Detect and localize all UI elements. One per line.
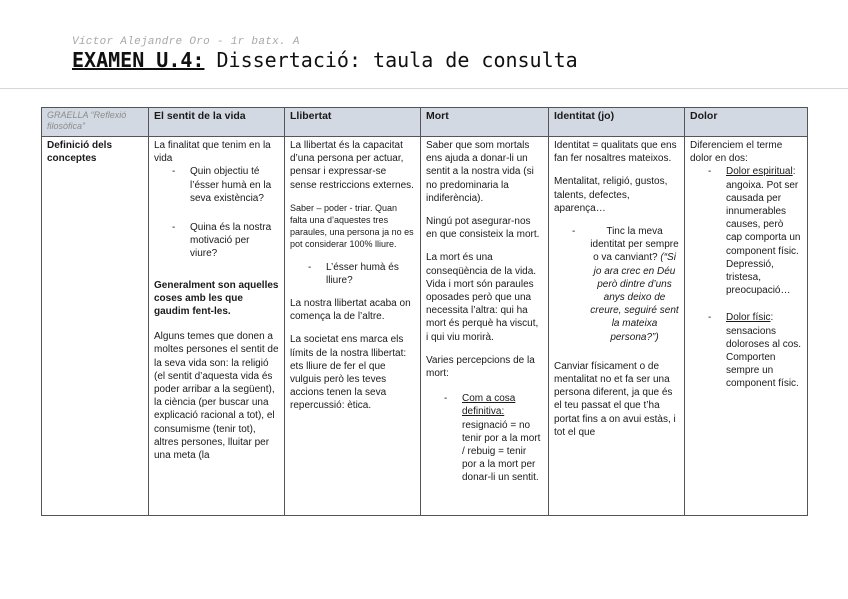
sentit-question: - Quina és la nostra motivació per viure? [190, 221, 279, 261]
dolor-item2-text: : sensacions doloroses al cos. Comporten sempre un component físic. [726, 312, 802, 390]
mort-p4: Varies percepcions de la mort: [426, 354, 535, 380]
identitat-item [590, 225, 679, 344]
llibertat-p4: La societat ens marca els límits de la nostra llibertat: ets lliure de fer el que vulguis però les teves accions tenen la seva repercussió: ètica. [290, 334, 407, 412]
sentit-intro: La finalitat que tenim en la vida [154, 140, 271, 165]
author-line: Víctor Alejandre Oro - 1r batx. A [72, 36, 300, 48]
identitat-quote: (“Si jo ara crec en Déu però dintre d’uns anys deixo de creure, seguiré sent la mateixa persona?”) [590, 252, 679, 343]
llibertat-p1: La llibertat és la capacitat d’una persona per actuar, pensar i expressar-se sense restriccions externes. [290, 140, 414, 191]
identitat-p1: Identitat = qualitats que ens fan fer nosaltres mateixos. [554, 140, 677, 165]
table-header-row [42, 108, 808, 137]
col-header-identitat: Identitat (jo) [549, 108, 685, 137]
llibertat-question: - L’ésser humà és lliure? [326, 261, 415, 287]
col-header-mort: Mort [421, 108, 549, 137]
col-header-sentit: El sentit de la vida [149, 108, 285, 137]
col-header-llibertat: Llibertat [285, 108, 421, 137]
identitat-question: Tinc la meva identitat per sempre o va canviant? [590, 226, 679, 264]
mort-item-text: resignació = no tenir por a la mort / rebuig = tenir por a la mort per donar-li un sentit. [462, 419, 541, 484]
dolor-item-fisic [726, 311, 802, 390]
table-row [42, 137, 808, 516]
mort-item [462, 392, 543, 484]
mort-p1: Saber que som mortals ens ajuda a donar-li un sentit a la nostra vida (si no predominaria la indiferència). [426, 140, 534, 204]
table-corner: GRAELLA “Reflexió filosòfica” [42, 108, 149, 137]
identitat-p2: Mentalitat, religió, gustos, talents, defectes, aparença… [554, 176, 668, 214]
llibertat-p2: Saber – poder - triar. Quan falta una d’aquestes tres paraules, una persona ja no es pot considerar 100% lliure. [290, 202, 414, 250]
row-label: Definició dels conceptes [42, 137, 149, 516]
cell-sentit [149, 137, 285, 516]
cell-mort [421, 137, 549, 516]
mort-p3: La mort és una conseqüència de la vida. Vida i mort són paraules oposades però que una necessita l’altra: qui ha mort és perquè ha viscut, i qui viu morirà. [426, 252, 539, 343]
cell-dolor [685, 137, 808, 516]
identitat-p3: Canviar físicament o de mentalitat no et fa ser una persona diferent, ja que és el teu passat el que t’ha portat fins a on avui estàs, i tot el que [554, 360, 676, 438]
page-title [72, 48, 578, 72]
consult-table [41, 107, 808, 516]
sentit-bold: Generalment son aquelles coses amb les que gaudim fent-les. [154, 279, 279, 318]
dolor-item2-title: Dolor físic [726, 312, 771, 324]
sentit-question: - Quin objectiu té l’ésser humà en la seva existència? [190, 165, 279, 205]
dolor-item1-text: : angoixa. Pot ser causada per innumerables causes, però cap comporta un component físic. Depressió, tristesa, preocupació… [726, 166, 801, 297]
col-header-dolor: Dolor [685, 108, 808, 137]
dolor-item1-title: Dolor espiritual [726, 166, 793, 178]
mort-p2: Ningú pot asegurar-nos en que consisteix la mort. [426, 216, 540, 241]
cell-identitat [549, 137, 685, 516]
title-text: Dissertació: taula de consulta [204, 48, 578, 72]
mort-item-title: Com a cosa definitiva: [462, 393, 516, 418]
sentit-text: Alguns temes que donen a moltes persones el sentit de la seva vida son: la religió (el sentit d’aquesta vida és poder arribar a la següent), la ciència (per buscar una explicació racional a tot), el consumisme (tenir tot), altres persones, lluitar per una meta (la [154, 331, 279, 462]
header-divider [0, 88, 848, 89]
llibertat-p3: La nostra llibertat acaba on comença la de l’altre. [290, 298, 411, 323]
cell-llibertat [285, 137, 421, 516]
title-prefix: EXAMEN U.4: [72, 48, 205, 72]
dolor-item-espiritual [726, 165, 802, 297]
dolor-intro: Diferenciem el terme dolor en dos: [690, 140, 783, 165]
